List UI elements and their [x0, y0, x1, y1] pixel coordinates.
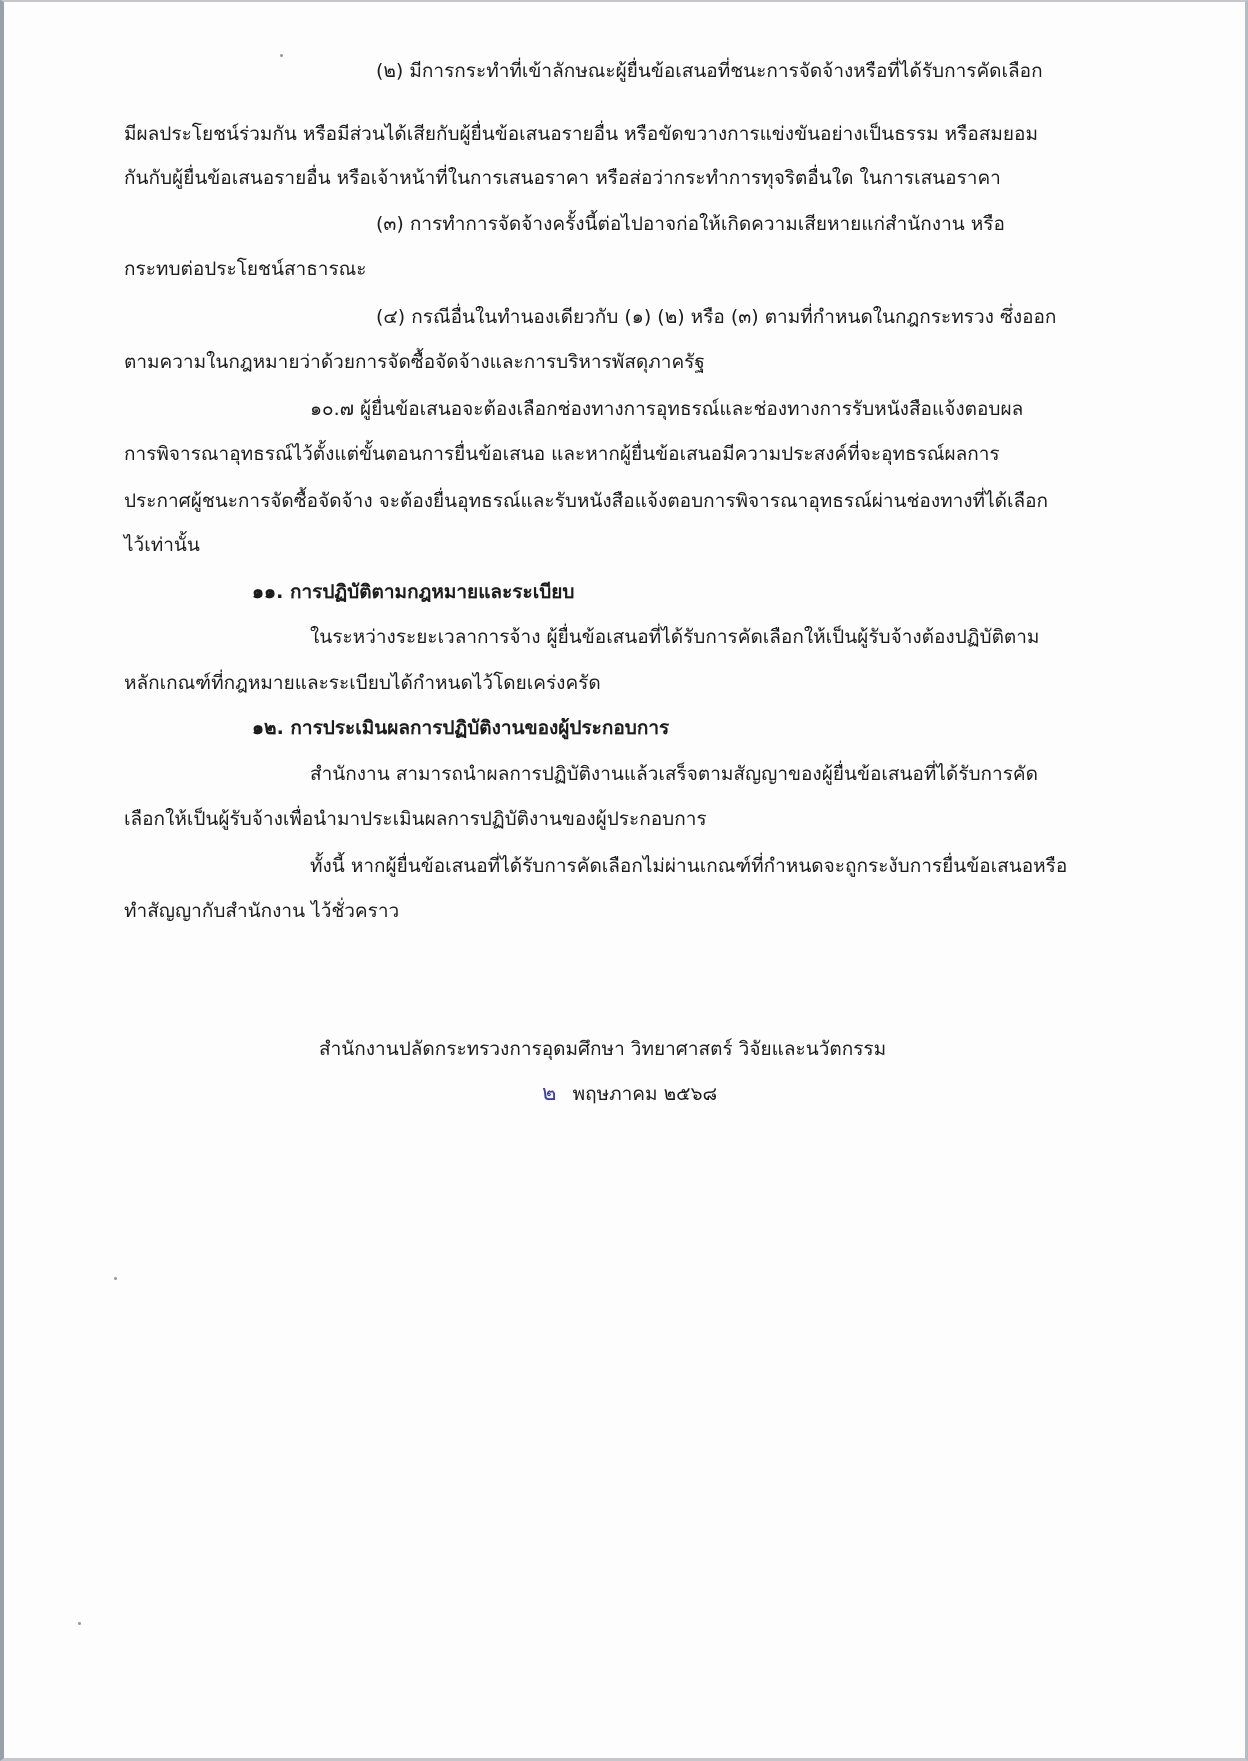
issue-date: [542, 1079, 717, 1109]
item-4-line-1: (๔) กรณีอื่นในทำนองเดียวกับ (๑) (๒) หรือ (๓) ตามที่กำหนดในกฎกระทรวง ซึ่งออก: [376, 306, 1057, 328]
clause-10-7-line-4: ไว้เท่านั้น: [124, 534, 200, 556]
item-3-line-1: (๓) การทำการจัดจ้างครั้งนี้ต่อไปอาจก่อให้เกิดความเสียหายแก่สำนักงาน หรือ: [376, 213, 1005, 235]
scan-speck: [280, 54, 283, 57]
section-12-line-4: ทำสัญญากับสำนักงาน ไว้ชั่วคราว: [124, 900, 400, 922]
section-12-heading: ๑๒. การประเมินผลการปฏิบัติงานของผู้ประกอบการ: [252, 717, 670, 739]
date-day-handwritten: ๒: [542, 1081, 557, 1106]
section-12-line-3: ทั้งนี้ หากผู้ยื่นข้อเสนอที่ได้รับการคัดเลือกไม่ผ่านเกณฑ์ที่กำหนดจะถูกระงับการยื่นข้อเสนอหรือ: [310, 855, 1068, 877]
issuing-office: สำนักงานปลัดกระทรวงการอุดมศึกษา วิทยาศาสตร์ วิจัยและนวัตกรรม: [319, 1038, 887, 1060]
item-2-line-1: (๒) มีการกระทำที่เข้าลักษณะผู้ยื่นข้อเสนอที่ชนะการจัดจ้างหรือที่ได้รับการคัดเลือก: [376, 60, 1043, 82]
item-3-line-2: กระทบต่อประโยชน์สาธารณะ: [124, 258, 367, 280]
item-2-line-2: มีผลประโยชน์ร่วมกัน หรือมีส่วนได้เสียกับผู้ยื่นข้อเสนอรายอื่น หรือขัดขวางการแข่งขันอย่างเป็นธรรม หรือสมยอม: [124, 123, 1038, 145]
section-11-line-2: หลักเกณฑ์ที่กฎหมายและระเบียบได้กำหนดไว้โดยเคร่งครัด: [124, 672, 601, 694]
clause-10-7-line-2: การพิจารณาอุทธรณ์ไว้ตั้งแต่ขั้นตอนการยื่นข้อเสนอ และหากผู้ยื่นข้อเสนอมีความประสงค์ที่จะอุทธรณ์ผลการ: [124, 443, 1000, 465]
item-4-line-2: ตามความในกฎหมายว่าด้วยการจัดซื้อจัดจ้างและการบริหารพัสดุภาครัฐ: [124, 351, 705, 373]
clause-10-7-line-3: ประกาศผู้ชนะการจัดซื้อจัดจ้าง จะต้องยื่นอุทธรณ์และรับหนังสือแจ้งตอบการพิจารณาอุทธรณ์ผ่านช่องทางที่ได้เลือก: [124, 490, 1049, 512]
item-2-line-3: กันกับผู้ยื่นข้อเสนอรายอื่น หรือเจ้าหน้าที่ในการเสนอราคา หรือส่อว่ากระทำการทุจริตอื่นใด ในการเสนอราคา: [124, 167, 1001, 189]
section-12-line-2: เลือกให้เป็นผู้รับจ้างเพื่อนำมาประเมินผลการปฏิบัติงานของผู้ประกอบการ: [124, 808, 707, 830]
scan-speck: [78, 1622, 81, 1625]
date-month-year: พฤษภาคม ๒๕๖๘: [572, 1083, 718, 1105]
section-12-line-1: สำนักงาน สามารถนำผลการปฏิบัติงานแล้วเสร็จตามสัญญาของผู้ยื่นข้อเสนอที่ได้รับการคัด: [310, 763, 1038, 785]
section-11-line-1: ในระหว่างระยะเวลาการจ้าง ผู้ยื่นข้อเสนอที่ได้รับการคัดเลือกให้เป็นผู้รับจ้างต้องปฏิบัติตาม: [310, 626, 1040, 648]
clause-10-7-line-1: ๑๐.๗ ผู้ยื่นข้อเสนอจะต้องเลือกช่องทางการอุทธรณ์และช่องทางการรับหนังสือแจ้งตอบผล: [310, 398, 1024, 420]
section-11-heading: ๑๑. การปฏิบัติตามกฎหมายและระเบียบ: [252, 581, 575, 603]
scan-speck: [114, 1277, 117, 1280]
